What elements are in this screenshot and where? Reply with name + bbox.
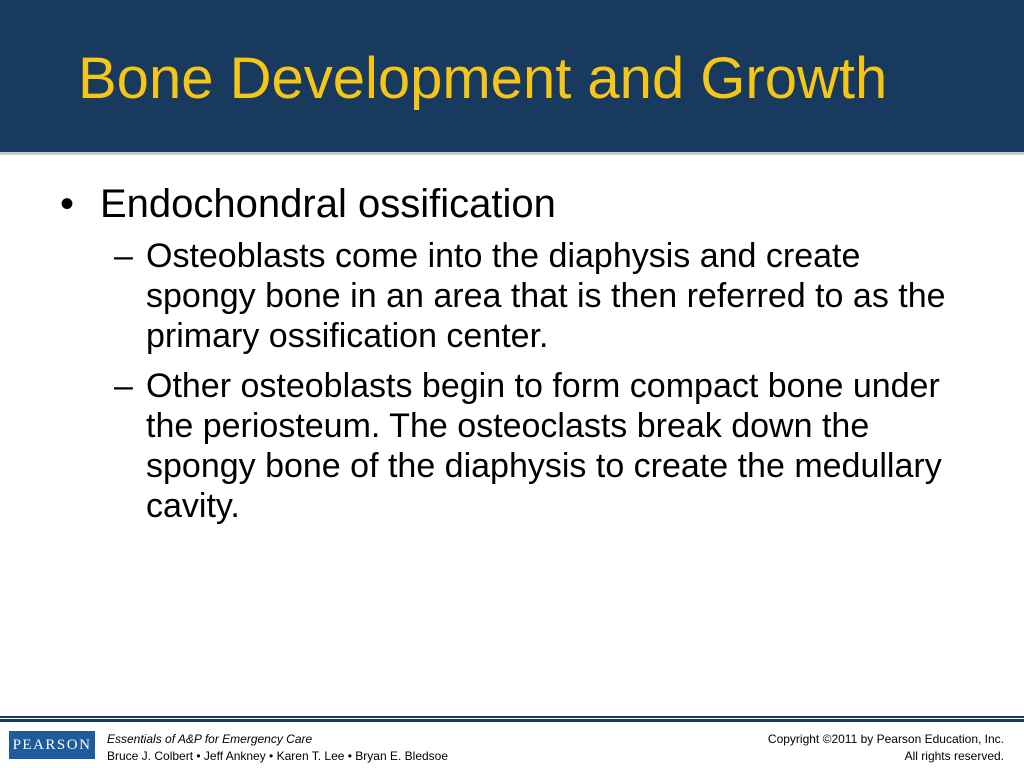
sub-bullet-text: Other osteoblasts begin to form compact bone under the periosteum. The osteoclasts break down the spongy bone of the diaphysis to create the medullary cavity.: [146, 367, 942, 525]
title-divider: [0, 152, 1024, 155]
slide-content: [60, 180, 980, 536]
sub-bullet-item: [114, 236, 980, 356]
sub-bullet-list: [114, 236, 980, 526]
footer-divider-top: [0, 716, 1024, 718]
pearson-logo: [9, 731, 95, 759]
title-bar: [0, 0, 1024, 152]
footer-authors: Bruce J. Colbert • Jeff Ankney • Karen T. Lee • Bryan E. Bledsoe: [107, 749, 449, 763]
footer-divider-bottom: [0, 719, 1024, 722]
sub-bullet-marker: –: [114, 367, 133, 405]
footer-copyright: Copyright ©2011 by Pearson Education, Inc.: [767, 732, 1004, 746]
sub-bullet-item: [114, 366, 980, 526]
footer-copyright-block: [768, 731, 1004, 765]
footer-rights: All rights reserved.: [904, 749, 1004, 763]
sub-bullet-marker: –: [114, 237, 133, 275]
sub-bullet-text: Osteoblasts come into the diaphysis and create spongy bone in an area that is then referred to as the primary ossification center.: [146, 237, 946, 355]
slide-title: Bone Development and Growth: [78, 46, 888, 111]
footer-book-info: [107, 731, 448, 765]
bullet-item: [60, 180, 980, 228]
pearson-logo-text: PEARSON: [12, 736, 92, 753]
bullet-text: Endochondral ossification: [100, 182, 556, 226]
bullet-marker: •: [60, 182, 75, 226]
footer-book-title: Essentials of A&P for Emergency Care: [107, 732, 313, 746]
